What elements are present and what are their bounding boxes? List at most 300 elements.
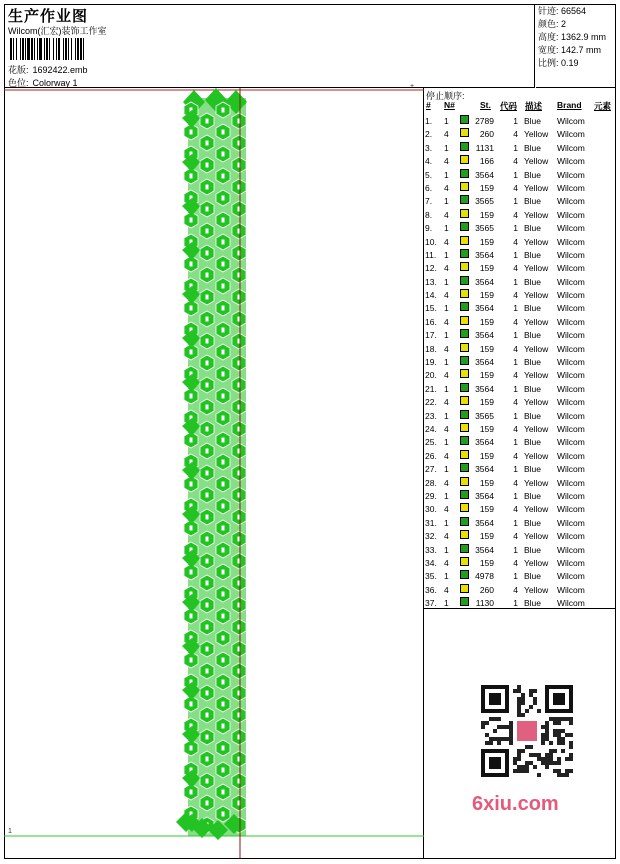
lace-hex-hole bbox=[222, 130, 225, 135]
row-code: 1 bbox=[513, 544, 518, 555]
row-brand: Wilcom bbox=[557, 357, 585, 368]
row-needle: 1 bbox=[444, 142, 449, 153]
sequence-row bbox=[424, 436, 616, 449]
qr-module bbox=[493, 737, 497, 741]
qr-module bbox=[545, 733, 549, 737]
row-desc: Blue bbox=[524, 410, 542, 421]
qr-module bbox=[509, 729, 513, 733]
sequence-row bbox=[424, 142, 616, 155]
qr-module bbox=[549, 761, 553, 765]
row-code: 4 bbox=[513, 343, 518, 354]
row-needle: 1 bbox=[444, 276, 449, 287]
row-stitches: 1130 bbox=[475, 598, 494, 609]
sequence-row bbox=[424, 570, 616, 583]
lace-hex-hole bbox=[222, 724, 225, 729]
color-swatch bbox=[460, 477, 469, 486]
row-desc: Blue bbox=[524, 464, 542, 475]
lace-hex-hole bbox=[222, 174, 225, 179]
lace-hex-hole bbox=[206, 229, 209, 234]
row-needle: 1 bbox=[444, 330, 449, 341]
row-number: 29. bbox=[425, 490, 437, 501]
row-code: 4 bbox=[513, 156, 518, 167]
lace-hex-hole bbox=[222, 812, 225, 817]
lace-hex-hole bbox=[206, 691, 209, 696]
lace-hex-hole bbox=[206, 713, 209, 718]
lace-hex-hole bbox=[222, 548, 225, 553]
row-brand: Wilcom bbox=[557, 544, 585, 555]
row-code: 4 bbox=[513, 531, 518, 542]
row-needle: 4 bbox=[444, 584, 449, 595]
qr-module bbox=[497, 741, 501, 745]
row-code: 1 bbox=[513, 116, 518, 126]
lace-hex-hole bbox=[222, 658, 225, 663]
barcode bbox=[10, 38, 138, 60]
row-desc: Yellow bbox=[524, 450, 549, 461]
row-brand: Wilcom bbox=[557, 209, 585, 220]
row-needle: 4 bbox=[444, 504, 449, 515]
qr-module bbox=[553, 769, 557, 773]
row-stitches: 159 bbox=[479, 450, 494, 461]
row-stitches: 159 bbox=[479, 290, 494, 301]
row-stitches: 3565 bbox=[475, 223, 494, 234]
header bbox=[4, 4, 535, 88]
qr-module bbox=[525, 761, 529, 765]
qr-module bbox=[481, 721, 485, 725]
sequence-row bbox=[424, 557, 616, 570]
row-brand: Wilcom bbox=[557, 571, 585, 582]
color-swatch bbox=[460, 142, 469, 151]
color-swatch bbox=[460, 463, 469, 472]
qr-module bbox=[521, 697, 525, 701]
row-stitches: 3564 bbox=[475, 437, 494, 448]
row-stitches: 3564 bbox=[475, 490, 494, 501]
qr-module bbox=[545, 725, 549, 729]
row-stitches: 3564 bbox=[475, 517, 494, 528]
row-stitches: 3564 bbox=[475, 169, 494, 180]
row-number: 7. bbox=[425, 196, 433, 207]
row-stitches: 159 bbox=[479, 316, 494, 327]
sequence-row bbox=[424, 302, 616, 315]
lace-hex-hole bbox=[206, 647, 209, 652]
row-desc: Yellow bbox=[524, 156, 549, 167]
qr-module bbox=[545, 765, 549, 769]
row-desc: Blue bbox=[524, 357, 542, 368]
row-number: 10. bbox=[425, 236, 437, 247]
row-desc: Yellow bbox=[524, 182, 549, 193]
row-code: 4 bbox=[513, 397, 518, 408]
row-number: 15. bbox=[425, 303, 437, 314]
row-number: 25. bbox=[425, 437, 437, 448]
lace-hex-hole bbox=[222, 460, 225, 465]
row-code: 4 bbox=[513, 370, 518, 381]
lace-hex-hole bbox=[222, 746, 225, 751]
qr-module bbox=[517, 749, 521, 753]
lace-hex-hole bbox=[190, 658, 193, 663]
lace-hex-hole bbox=[222, 768, 225, 773]
design-label: 花版: bbox=[8, 65, 29, 75]
lace-hex-hole bbox=[222, 306, 225, 311]
row-brand: Wilcom bbox=[557, 249, 585, 260]
qr-module bbox=[541, 725, 545, 729]
row-brand: Wilcom bbox=[557, 383, 585, 394]
row-brand: Wilcom bbox=[557, 370, 585, 381]
qr-module bbox=[565, 733, 569, 737]
color-swatch bbox=[460, 369, 469, 378]
qr-module bbox=[557, 773, 561, 777]
row-code: 4 bbox=[513, 316, 518, 327]
row-stitches: 260 bbox=[479, 584, 494, 595]
qr-module bbox=[485, 721, 489, 725]
qr-module bbox=[521, 749, 525, 753]
qr-module bbox=[545, 721, 549, 725]
row-stitches: 159 bbox=[479, 370, 494, 381]
color-swatch bbox=[460, 530, 469, 539]
sequence-row bbox=[424, 169, 616, 182]
qr-module bbox=[541, 737, 545, 741]
row-desc: Blue bbox=[524, 276, 542, 287]
qr-module bbox=[561, 749, 565, 753]
row-desc: Yellow bbox=[524, 504, 549, 515]
top-marker: + bbox=[410, 83, 415, 90]
qr-module bbox=[497, 725, 501, 729]
row-code: 1 bbox=[513, 517, 518, 528]
row-code: 1 bbox=[513, 571, 518, 582]
qr-module bbox=[557, 741, 561, 745]
row-stitches: 3564 bbox=[475, 249, 494, 260]
lace-hex-hole bbox=[206, 603, 209, 608]
row-number: 24. bbox=[425, 423, 437, 434]
lace-hex-hole bbox=[222, 570, 225, 575]
qr-module bbox=[521, 713, 525, 717]
qr-module bbox=[493, 717, 497, 721]
row-code: 4 bbox=[513, 129, 518, 140]
qr-finder-core bbox=[553, 693, 565, 705]
sequence-row bbox=[424, 530, 616, 543]
width-label: 宽度: bbox=[538, 45, 559, 55]
row-stitches: 3565 bbox=[475, 196, 494, 207]
color-swatch bbox=[460, 503, 469, 512]
row-desc: Yellow bbox=[524, 423, 549, 434]
lace-hex-hole bbox=[222, 262, 225, 267]
row-code: 4 bbox=[513, 263, 518, 274]
row-needle: 1 bbox=[444, 571, 449, 582]
row-desc: Blue bbox=[524, 598, 542, 609]
row-brand: Wilcom bbox=[557, 236, 585, 247]
row-brand: Wilcom bbox=[557, 276, 585, 287]
qr-module bbox=[497, 717, 501, 721]
sequence-row bbox=[424, 249, 616, 262]
qr-module bbox=[569, 733, 573, 737]
sequence-row bbox=[424, 584, 616, 597]
sequence-row bbox=[424, 155, 616, 168]
qr-module bbox=[541, 741, 545, 745]
colorway-value: Colorway 1 bbox=[32, 78, 78, 88]
row-desc: Blue bbox=[524, 196, 542, 207]
qr-module bbox=[537, 773, 541, 777]
qr-module bbox=[565, 757, 569, 761]
qr-module bbox=[549, 753, 553, 757]
qr-module bbox=[557, 733, 561, 737]
row-number: 4. bbox=[425, 156, 433, 167]
lace-design bbox=[176, 88, 247, 840]
lace-hex-hole bbox=[190, 350, 193, 355]
qr-module bbox=[569, 757, 573, 761]
row-number: 28. bbox=[425, 477, 437, 488]
color-swatch bbox=[460, 490, 469, 499]
col-desc: 描述 bbox=[525, 101, 543, 111]
row-stitches: 3564 bbox=[475, 383, 494, 394]
row-needle: 4 bbox=[444, 343, 449, 354]
row-desc: Blue bbox=[524, 437, 542, 448]
row-needle: 4 bbox=[444, 477, 449, 488]
color-swatch bbox=[460, 249, 469, 258]
row-needle: 1 bbox=[444, 410, 449, 421]
qr-module bbox=[549, 717, 553, 721]
row-number: 37. bbox=[425, 598, 437, 609]
color-swatch bbox=[460, 195, 469, 204]
row-code: 1 bbox=[513, 276, 518, 287]
sequence-row bbox=[424, 329, 616, 342]
qr-module bbox=[505, 725, 509, 729]
color-swatch bbox=[460, 316, 469, 325]
qr-module bbox=[501, 725, 505, 729]
color-swatch bbox=[460, 570, 469, 579]
row-stitches: 159 bbox=[479, 263, 494, 274]
row-brand: Wilcom bbox=[557, 223, 585, 234]
row-needle: 1 bbox=[444, 437, 449, 448]
qr-module bbox=[525, 765, 529, 769]
sequence-row bbox=[424, 195, 616, 208]
lace-hex-hole bbox=[190, 438, 193, 443]
sequence-rows bbox=[424, 115, 616, 610]
qr-module bbox=[541, 733, 545, 737]
row-code: 4 bbox=[513, 182, 518, 193]
design-value: 1692422.emb bbox=[32, 65, 88, 75]
color-swatch bbox=[460, 289, 469, 298]
row-needle: 4 bbox=[444, 316, 449, 327]
qr-module bbox=[529, 689, 533, 693]
sequence-row bbox=[424, 276, 616, 289]
qr-finder-core bbox=[489, 757, 501, 769]
row-needle: 1 bbox=[444, 517, 449, 528]
sequence-row bbox=[424, 517, 616, 530]
row-number: 36. bbox=[425, 584, 437, 595]
sequence-row bbox=[424, 262, 616, 275]
row-desc: Yellow bbox=[524, 129, 549, 140]
qr-module bbox=[569, 717, 573, 721]
sequence-row bbox=[424, 423, 616, 436]
row-stitches: 159 bbox=[479, 477, 494, 488]
qr-module bbox=[553, 717, 557, 721]
qr-module bbox=[569, 741, 573, 745]
qr-module bbox=[485, 741, 489, 745]
lace-hex-hole bbox=[206, 251, 209, 256]
color-swatch bbox=[460, 262, 469, 271]
row-code: 4 bbox=[513, 236, 518, 247]
row-code: 1 bbox=[513, 383, 518, 394]
row-desc: Blue bbox=[524, 249, 542, 260]
row-number: 18. bbox=[425, 343, 437, 354]
row-desc: Yellow bbox=[524, 477, 549, 488]
qr-module bbox=[529, 753, 533, 757]
qr-module bbox=[485, 733, 489, 737]
qr-module bbox=[569, 753, 573, 757]
color-swatch bbox=[460, 155, 469, 164]
row-desc: Blue bbox=[524, 544, 542, 555]
qr-module bbox=[529, 705, 533, 709]
row-code: 1 bbox=[513, 223, 518, 234]
lace-hex-hole bbox=[206, 669, 209, 674]
qr-module bbox=[517, 689, 521, 693]
sequence-row bbox=[424, 477, 616, 490]
row-stitches: 159 bbox=[479, 397, 494, 408]
row-brand: Wilcom bbox=[557, 531, 585, 542]
row-code: 4 bbox=[513, 290, 518, 301]
row-stitches: 260 bbox=[479, 129, 494, 140]
qr-module bbox=[489, 741, 493, 745]
qr-module bbox=[513, 689, 517, 693]
qr-module bbox=[561, 729, 565, 733]
row-desc: Yellow bbox=[524, 584, 549, 595]
row-brand: Wilcom bbox=[557, 142, 585, 153]
row-number: 17. bbox=[425, 330, 437, 341]
sequence-row bbox=[424, 383, 616, 396]
row-needle: 1 bbox=[444, 169, 449, 180]
row-number: 23. bbox=[425, 410, 437, 421]
lace-hex-hole bbox=[190, 262, 193, 267]
row-number: 16. bbox=[425, 316, 437, 327]
row-brand: Wilcom bbox=[557, 464, 585, 475]
lace-hex-hole bbox=[190, 702, 193, 707]
row-number: 19. bbox=[425, 357, 437, 368]
qr-module bbox=[517, 705, 521, 709]
row-brand: Wilcom bbox=[557, 169, 585, 180]
lace-hex-hole bbox=[222, 240, 225, 245]
qr-module bbox=[517, 765, 521, 769]
qr-finder-core bbox=[489, 693, 501, 705]
qr-module bbox=[513, 769, 517, 773]
row-brand: Wilcom bbox=[557, 517, 585, 528]
color-swatch bbox=[460, 222, 469, 231]
lace-hex-hole bbox=[222, 680, 225, 685]
lace-hex-hole bbox=[206, 317, 209, 322]
row-code: 4 bbox=[513, 423, 518, 434]
row-code: 1 bbox=[513, 410, 518, 421]
qr-module bbox=[545, 757, 549, 761]
row-desc: Yellow bbox=[524, 316, 549, 327]
row-number: 13. bbox=[425, 276, 437, 287]
lace-hex-hole bbox=[190, 130, 193, 135]
row-brand: Wilcom bbox=[557, 410, 585, 421]
row-stitches: 159 bbox=[479, 423, 494, 434]
row-desc: Blue bbox=[524, 490, 542, 501]
color-swatch bbox=[460, 410, 469, 419]
row-needle: 4 bbox=[444, 156, 449, 167]
qr-module bbox=[557, 769, 561, 773]
lace-hex-hole bbox=[190, 570, 193, 575]
sequence-row bbox=[424, 410, 616, 423]
lace-hex-hole bbox=[190, 174, 193, 179]
row-brand: Wilcom bbox=[557, 290, 585, 301]
qr-module bbox=[517, 709, 521, 713]
row-stitches: 3564 bbox=[475, 276, 494, 287]
row-needle: 4 bbox=[444, 236, 449, 247]
qr-module bbox=[521, 693, 525, 697]
lace-hex-hole bbox=[222, 790, 225, 795]
sequence-row bbox=[424, 544, 616, 557]
color-swatch bbox=[460, 343, 469, 352]
row-brand: Wilcom bbox=[557, 584, 585, 595]
row-needle: 1 bbox=[444, 196, 449, 207]
row-stitches: 2789 bbox=[475, 116, 494, 126]
qr-module bbox=[481, 725, 485, 729]
qr-module bbox=[493, 729, 497, 733]
qr-module bbox=[549, 757, 553, 761]
lace-hex-hole bbox=[206, 471, 209, 476]
qr-module bbox=[557, 761, 561, 765]
lace-hex-hole bbox=[222, 614, 225, 619]
row-needle: 4 bbox=[444, 209, 449, 220]
row-brand: Wilcom bbox=[557, 397, 585, 408]
row-stitches: 159 bbox=[479, 504, 494, 515]
row-brand: Wilcom bbox=[557, 557, 585, 568]
lace-hex-hole bbox=[190, 482, 193, 487]
row-needle: 4 bbox=[444, 397, 449, 408]
row-brand: Wilcom bbox=[557, 504, 585, 515]
qr-module bbox=[517, 753, 521, 757]
row-desc: Yellow bbox=[524, 397, 549, 408]
row-number: 1. bbox=[425, 116, 433, 126]
qr-module bbox=[529, 761, 533, 765]
row-number: 22. bbox=[425, 397, 437, 408]
stitches-label: 针迹: bbox=[538, 6, 559, 16]
sequence-row bbox=[424, 369, 616, 382]
row-stitches: 3564 bbox=[475, 464, 494, 475]
row-code: 1 bbox=[513, 142, 518, 153]
row-needle: 1 bbox=[444, 598, 449, 609]
lace-hex-hole bbox=[222, 284, 225, 289]
qr-module bbox=[513, 757, 517, 761]
row-stitches: 4978 bbox=[475, 571, 494, 582]
row-number: 21. bbox=[425, 383, 437, 394]
lace-hex-hole bbox=[190, 218, 193, 223]
sequence-row bbox=[424, 503, 616, 516]
row-brand: Wilcom bbox=[557, 263, 585, 274]
row-brand: Wilcom bbox=[557, 316, 585, 327]
row-needle: 4 bbox=[444, 129, 449, 140]
col-brand: Brand bbox=[557, 100, 582, 110]
row-brand: Wilcom bbox=[557, 129, 585, 140]
lace-hex-hole bbox=[206, 273, 209, 278]
color-swatch bbox=[460, 169, 469, 178]
qr-module bbox=[501, 737, 505, 741]
sequence-row bbox=[424, 450, 616, 463]
row-stitches: 159 bbox=[479, 182, 494, 193]
row-brand: Wilcom bbox=[557, 598, 585, 609]
row-needle: 1 bbox=[444, 249, 449, 260]
lace-hex-hole bbox=[206, 141, 209, 146]
qr-module bbox=[569, 721, 573, 725]
qr-section bbox=[424, 608, 616, 859]
design-info bbox=[8, 63, 98, 76]
qr-module bbox=[569, 745, 573, 749]
row-desc: Yellow bbox=[524, 209, 549, 220]
qr-module bbox=[557, 717, 561, 721]
row-needle: 1 bbox=[444, 303, 449, 314]
row-needle: 1 bbox=[444, 116, 449, 126]
row-code: 4 bbox=[513, 584, 518, 595]
color-swatch bbox=[460, 276, 469, 285]
